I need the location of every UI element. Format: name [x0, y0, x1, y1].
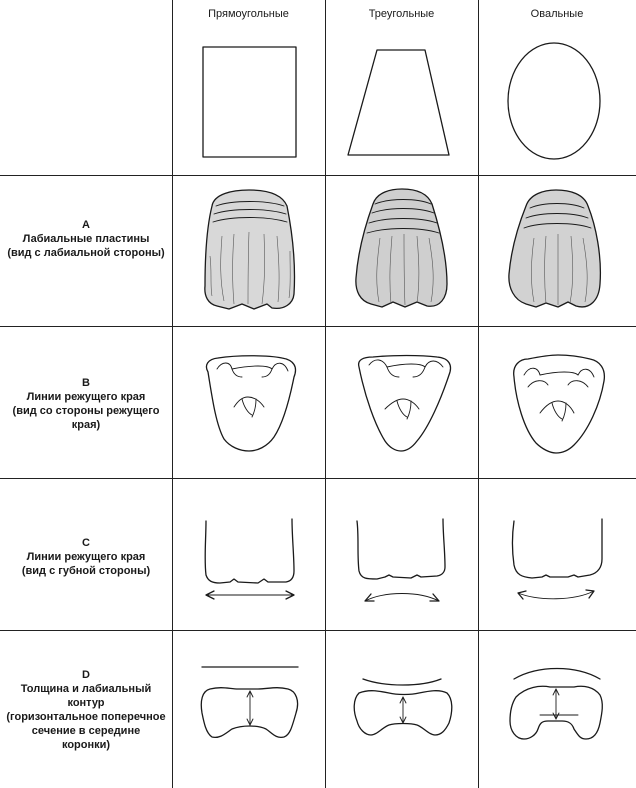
cross-section-rectangular: [172, 631, 325, 788]
row-letter: A: [82, 219, 90, 231]
row-label-c: [0, 536, 172, 578]
incisal-view-triangular: [325, 327, 478, 478]
row-label-line: сечение в середине: [31, 725, 141, 737]
tooth-labial-rectangular: [172, 176, 325, 326]
rectangle-shape: [172, 30, 325, 175]
oval-shape: [478, 30, 636, 175]
row-label-line: Линии режущего края: [26, 551, 146, 563]
row-letter: D: [82, 669, 90, 681]
incisal-edge-triangular: [325, 479, 478, 630]
incisal-edge-rectangular: [172, 479, 325, 630]
row-letter: B: [82, 377, 90, 389]
cross-section-oval: [478, 631, 636, 788]
row-label-b: [0, 376, 172, 432]
trapezoid-shape: [325, 30, 478, 175]
row-label-line: (горизонтальное поперечное: [6, 711, 166, 723]
column-header-oval: Овальные: [530, 8, 584, 20]
row-label-line: контур: [67, 697, 105, 709]
incisal-view-rectangular: [172, 327, 325, 478]
row-label-line: (вид с губной стороны): [21, 565, 151, 577]
row-label-line: Толщина и лабиальный: [20, 683, 152, 695]
row-label-d: [0, 668, 172, 752]
column-header-triangular: Треугольные: [368, 8, 435, 20]
column-header-rectangular: Прямоугольные: [208, 8, 289, 20]
row-label-line: Линии режущего края: [26, 391, 146, 403]
tooth-labial-triangular: [325, 176, 478, 326]
tooth-labial-oval: [478, 176, 636, 326]
incisal-view-oval: [478, 327, 636, 478]
row-label-line: Лабиальные пластины: [22, 233, 150, 245]
row-letter: C: [82, 537, 90, 549]
row-label-line: коронки): [61, 739, 111, 751]
incisal-edge-oval: [478, 479, 636, 630]
cross-section-triangular: [325, 631, 478, 788]
row-label-line: (вид со стороны режущего: [12, 405, 160, 417]
row-label-line: (вид с лабиальной стороны): [7, 247, 165, 259]
row-label-line: края): [71, 419, 101, 431]
row-label-a: [0, 218, 172, 260]
